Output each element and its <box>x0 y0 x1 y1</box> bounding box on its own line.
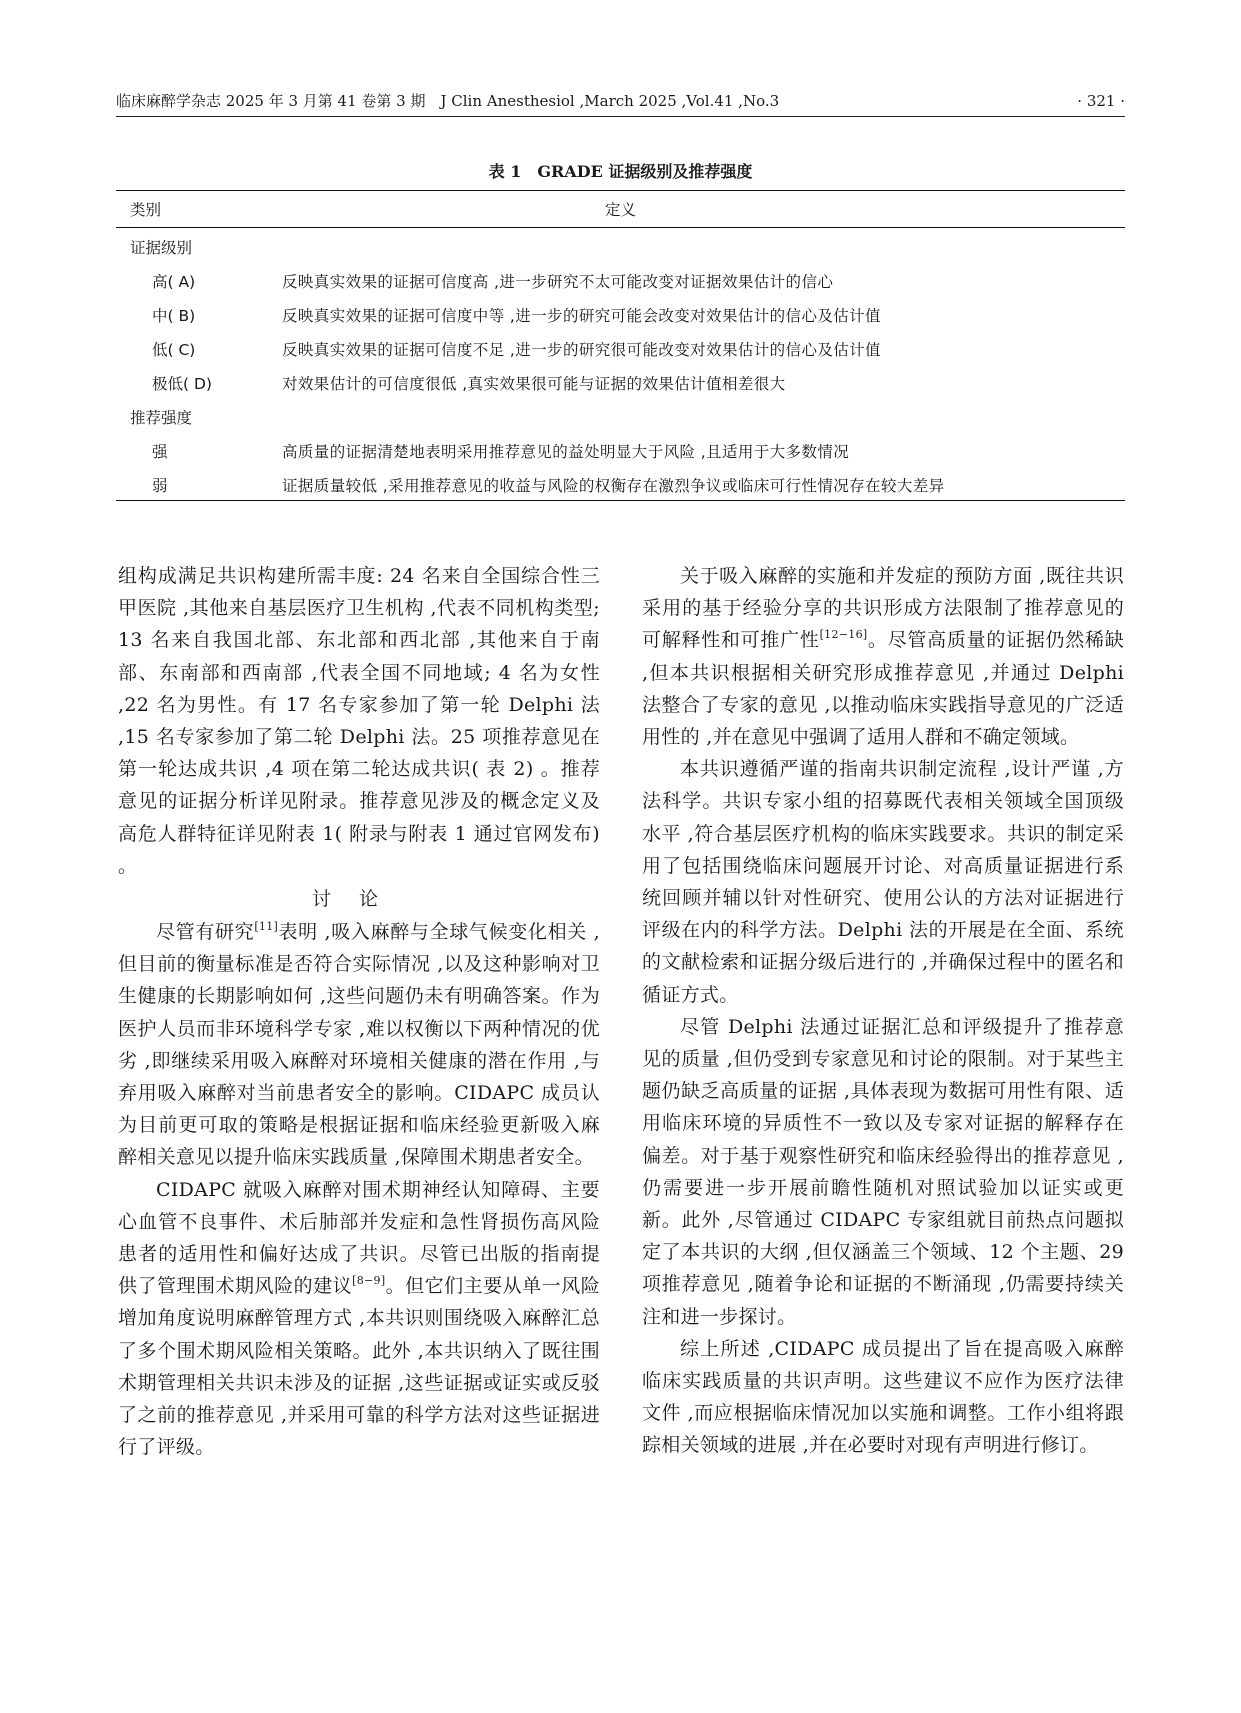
paragraph-text: CIDAPC 就吸入麻醉对围术期神经认知障碍、主要心血管不良事件、术后肺部并发症和急性肾损伤高风险患者的适用性和偏好达成了共识。尽管已出版的指南提供了管理围术期风险的建议 <box>118 1178 600 1298</box>
section-label: 推荐强度 <box>130 409 193 427</box>
row-definition: 反映真实效果的证据可信度高 ,进一步研究不太可能改变对证据效果估计的信心 <box>282 273 834 291</box>
table-row <box>116 466 1125 500</box>
row-level: 低( C) <box>152 341 196 359</box>
table-header-row <box>116 191 1125 227</box>
table-row <box>116 330 1125 364</box>
row-definition: 反映真实效果的证据可信度中等 ,进一步的研究可能会改变对效果估计的信心及估计值 <box>282 307 881 325</box>
table-bottom-rule <box>116 500 1125 501</box>
paragraph: 综上所述 ,CIDAPC 成员提出了旨在提高吸入麻醉临床实践质量的共识声明。这些建议不应作为医疗法律文件 ,而应根据临床情况加以实施和调整。工作小组将跟踪相关领域的进展 ,并在必要时对现有声明进行修订。 <box>642 1337 1124 1457</box>
paragraph: 组构成满足共识构建所需丰度: 24 名来自全国综合性三甲医院 ,其他来自基层医疗卫生机构 ,代表不同机构类型; 13 名来自我国北部、东北部和西北部 ,其他来自于南部、东南部和西南部 ,代表全国不同地域; 4 名为女性 ,22 名为男性。有 17 名专家参加了第一轮 Delphi 法 ,15 名专家参加了第二轮 Delphi 法。25 项推荐意见在第一轮达成共识 ,4 项在第二轮达成共识( 表 2) 。推荐意见的证据分析详见附录。推荐意见涉及的概念定义及高危人群特征详见附表 1( 附录与附表 1 通过官网发布) 。 <box>118 565 600 877</box>
running-header <box>116 88 1125 114</box>
grade-table <box>116 190 1125 501</box>
paragraph-text: 关于吸入麻醉的实施和并发症的预防方面 ,既往共识采用的基于经验分享的共识形成方法限制了推荐意见的可解释性和可推广性 <box>642 565 1124 652</box>
row-definition: 高质量的证据清楚地表明采用推荐意见的益处明显大于风险 ,且适用于大多数情况 <box>282 443 850 461</box>
row-level: 强 <box>152 443 168 461</box>
citation-ref: [11] <box>254 920 279 934</box>
page-number: · 321 · <box>1077 92 1125 110</box>
row-definition: 证据质量较低 ,采用推荐意见的收益与风险的权衡存在激烈争议或临床可行性情况存在较大差异 <box>282 477 945 495</box>
paragraph <box>118 916 600 1174</box>
right-column <box>642 560 1124 1462</box>
header-rule <box>116 116 1125 117</box>
journal-citation: 临床麻醉学杂志 2025 年 3 月第 41 卷第 3 期 J Clin Anesthesiol ,March 2025 ,Vol.41 ,No.3 <box>116 92 780 110</box>
section-row-evidence <box>116 228 1125 262</box>
row-level: 高( A) <box>152 273 196 291</box>
row-definition: 反映真实效果的证据可信度不足 ,进一步的研究很可能改变对效果估计的信心及估计值 <box>282 341 881 359</box>
citation-ref: [12−16] <box>819 628 868 642</box>
table-row <box>116 432 1125 466</box>
paragraph: 本共识遵循严谨的指南共识制定流程 ,设计严谨 ,方法科学。共识专家小组的招募既代表相关领域全国顶级水平 ,符合基层医疗机构的临床实践要求。共识的制定采用了包括围绕临床问题展开讨论、对高质量证据进行系统回顾并辅以针对性研究、使用公认的方法对证据进行评级在内的科学方法。Delphi 法的开展是在全面、系统的文献检索和证据分级后进行的 ,并确保过程中的匿名和循证方式。 <box>642 758 1124 1006</box>
section-row-recommendation <box>116 398 1125 432</box>
column-header-category: 类别 <box>130 201 162 219</box>
table-row <box>116 364 1125 398</box>
paragraph-text: 。尽管高质量的证据仍然稀缺 ,但本共识根据相关研究形成推荐意见 ,并通过 Delphi 法整合了专家的意见 ,以推动临床实践指导意见的广泛适用性的 ,并在意见中强调了适用人群和不确定领域。 <box>642 629 1125 749</box>
citation-ref: [8−9] <box>352 1274 386 1288</box>
table-title: 表 1 GRADE 证据级别及推荐强度 <box>488 162 753 181</box>
paragraph: 尽管 Delphi 法通过证据汇总和评级提升了推荐意见的质量 ,但仍受到专家意见和讨论的限制。对于某些主题仍缺乏高质量的证据 ,具体表现为数据可用性有限、适用临床环境的异质性不一致以及专家对证据的解释存在偏差。对于基于观察性研究和临床经验得出的推荐意见 ,仍需要进一步开展前瞻性随机对照试验加以证实或更新。此外 ,尽管通过 CIDAPC 专家组就目前热点问题拟定了本共识的大纲 ,但仅涵盖三个领域、12 个主题、29 项推荐意见 ,随着争论和证据的不断涌现 ,仍需要持续关注和进一步探讨。 <box>642 1015 1124 1328</box>
left-column <box>118 560 600 1463</box>
section-label: 证据级别 <box>130 239 193 257</box>
row-level: 弱 <box>152 477 168 495</box>
paragraph-text: 尽管有研究 <box>156 921 255 944</box>
paragraph-text: 。但它们主要从单一风险增加角度说明麻醉管理方式 ,本共识则围绕吸入麻醉汇总了多个围术期风险相关策略。此外 ,本共识纳入了既往围术期管理相关共识未涉及的证据 ,这些证据或证实或反驳了之前的推荐意见 ,并采用可靠的科学方法对这些证据进行了评级。 <box>118 1275 600 1459</box>
row-level: 极低( D) <box>152 375 212 393</box>
paragraph <box>118 1174 600 1464</box>
paragraph <box>642 560 1124 753</box>
row-definition: 对效果估计的可信度很低 ,真实效果很可能与证据的效果估计值相差很大 <box>282 375 786 393</box>
table-row <box>116 296 1125 330</box>
section-heading-discussion: 讨论 <box>311 888 406 911</box>
column-header-definition: 定义 <box>604 201 636 219</box>
row-level: 中( B) <box>152 307 196 325</box>
table-row <box>116 262 1125 296</box>
paragraph-text: 表明 ,吸入麻醉与全球气候变化相关 ,但目前的衡量标准是否符合实际情况 ,以及这种影响对卫生健康的长期影响如何 ,这些问题仍未有明确答案。作为医护人员而非环境科学专家 ,难以权衡以下两种情况的优劣 ,即继续采用吸入麻醉对环境相关健康的潜在作用 ,与弃用吸入麻醉对当前患者安全的影响。CIDAPC 成员认为目前更可取的策略是根据证据和临床经验更新吸入麻醉相关意见以提升临床实践质量 ,保障围术期患者安全。 <box>118 921 600 1169</box>
